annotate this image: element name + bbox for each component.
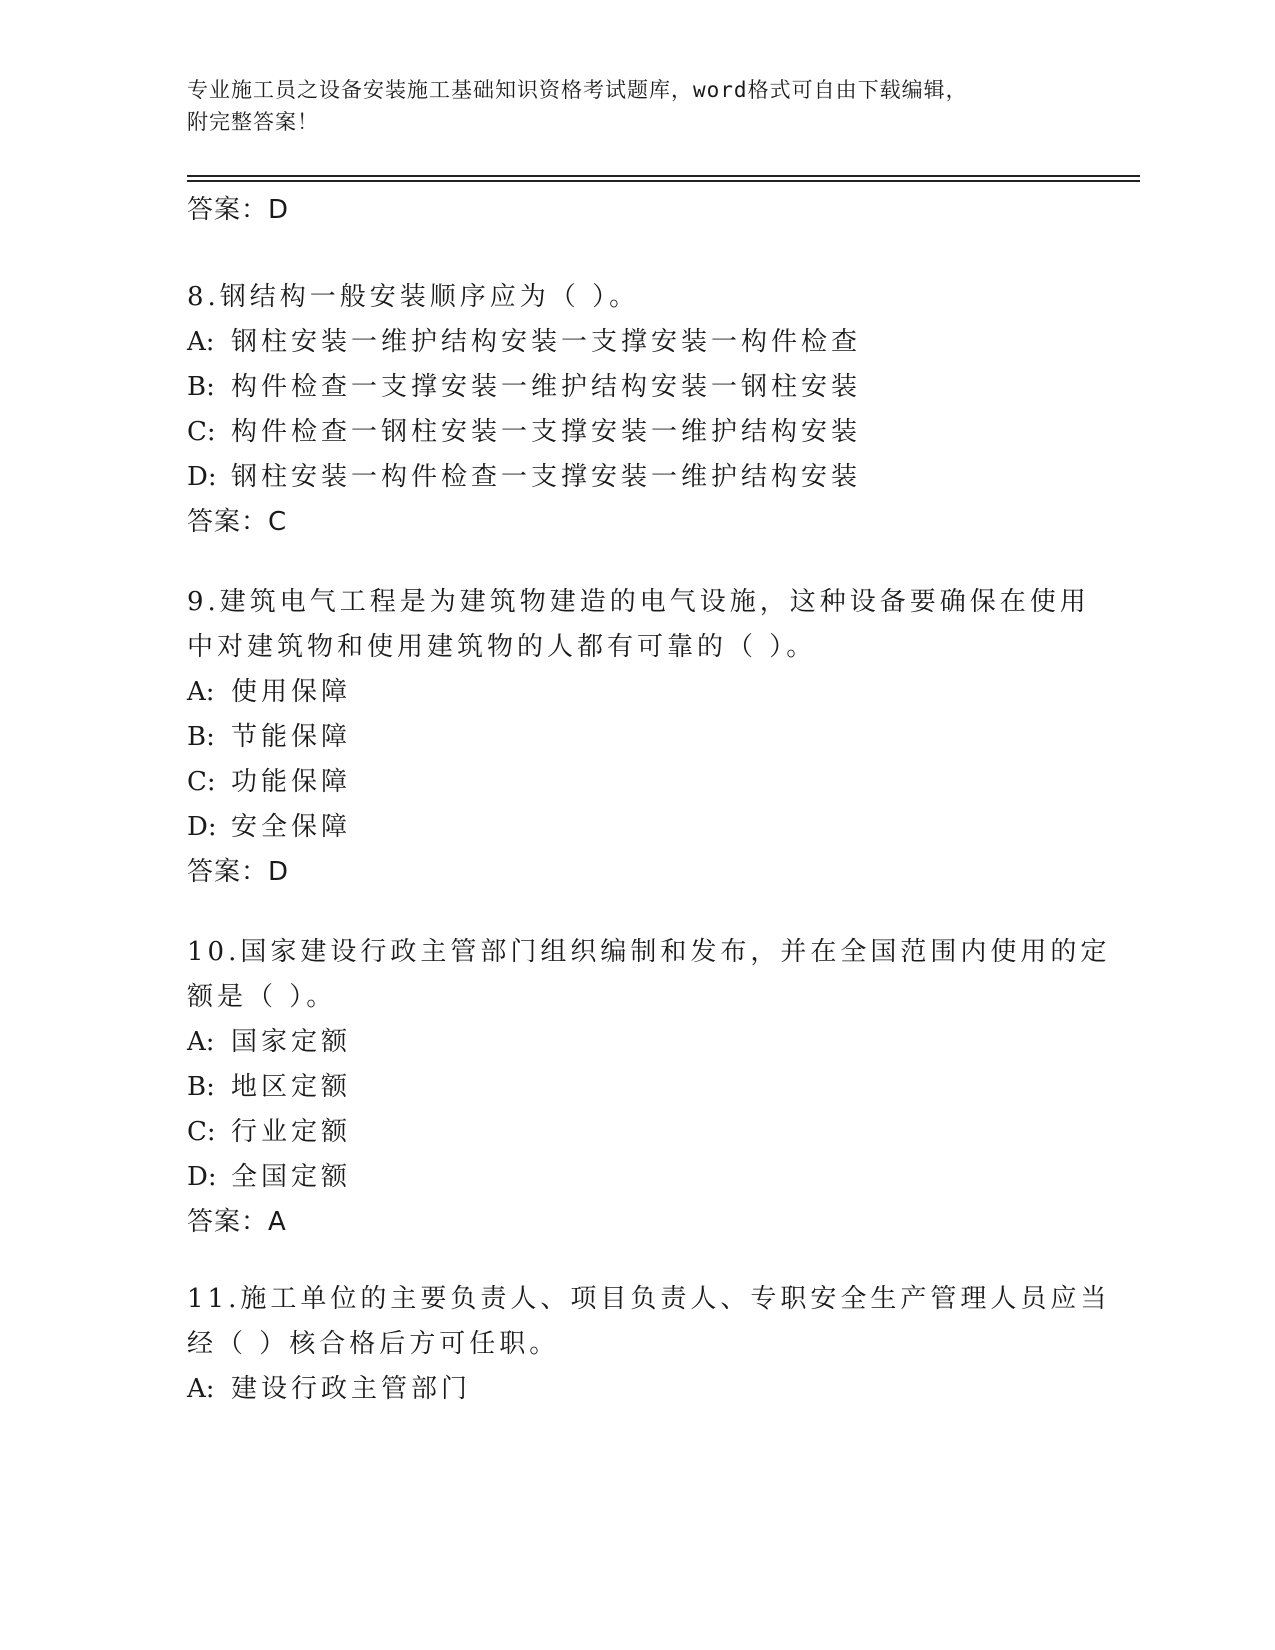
previous-answer-block: [187, 188, 1087, 233]
option-label: C:: [187, 767, 216, 797]
option-label: D:: [187, 812, 217, 842]
option-label: B:: [187, 722, 215, 752]
option-c: [187, 410, 1087, 455]
question-stem-line-2: 中对建筑物和使用建筑物的人都有可靠的（ ）。: [187, 632, 817, 662]
option-text: 安全保障: [231, 812, 352, 842]
option-d: [187, 805, 1087, 850]
option-text: 全国定额: [231, 1162, 352, 1192]
option-label: C:: [187, 417, 216, 447]
option-a: [187, 1020, 1087, 1065]
option-text: 节能保障: [231, 722, 352, 752]
option-text: 构件检查一钢柱安装一支撑安装一维护结构安装: [231, 417, 862, 447]
option-text: 构件检查一支撑安装一维护结构安装一钢柱安装: [231, 372, 862, 402]
option-a: [187, 320, 1087, 365]
header-title-line-2: 附完整答案！: [187, 110, 319, 134]
question-stem-line-1: 10.国家建设行政主管部门组织编制和发布，并在全国范围内使用的定: [187, 937, 1111, 967]
option-text: 行业定额: [231, 1117, 352, 1147]
option-label: A:: [187, 1027, 215, 1057]
question-stem-line-1: 11.施工单位的主要负责人、项目负责人、专职安全生产管理人员应当: [187, 1284, 1111, 1314]
option-d: [187, 455, 1087, 500]
option-text: 国家定额: [231, 1027, 352, 1057]
question-stem-line-1: 9.建筑电气工程是为建筑物建造的电气设施，这种设备要确保在使用: [187, 587, 1090, 617]
option-label: C:: [187, 1117, 216, 1147]
option-d: [187, 1155, 1087, 1200]
header-divider-top: [187, 175, 1140, 177]
header-title-line-1: 专业施工员之设备安装施工基础知识资格考试题库，word格式可自由下载编辑，: [187, 78, 968, 102]
option-label: D:: [187, 462, 217, 492]
option-text: 地区定额: [231, 1072, 352, 1102]
option-text: 钢柱安装一维护结构安装一支撑安装一构件检查: [231, 327, 862, 357]
question-11: [187, 1277, 1111, 1412]
question-stem-line-2: 经（ ）核合格后方可任职。: [187, 1329, 560, 1359]
option-text: 建设行政主管部门: [231, 1374, 472, 1404]
answer-line: 答案：C: [187, 507, 288, 537]
option-b: [187, 365, 1087, 410]
option-label: A:: [187, 677, 215, 707]
option-label: D:: [187, 1162, 217, 1192]
question-stem-line-2: 额是（ ）。: [187, 982, 337, 1012]
answer-line: 答案：D: [187, 195, 290, 225]
question-stem: 8.钢结构一般安装顺序应为（ ）。: [187, 282, 640, 312]
option-b: [187, 715, 1087, 760]
option-c: [187, 1110, 1087, 1155]
option-label: A:: [187, 1374, 215, 1404]
option-c: [187, 760, 1087, 805]
answer-line: 答案：A: [187, 1207, 287, 1237]
header-divider-bottom: [187, 180, 1140, 182]
option-label: A:: [187, 327, 215, 357]
question-8: [187, 275, 1087, 545]
question-9: [187, 580, 1090, 895]
question-10: [187, 930, 1111, 1245]
option-text: 钢柱安装一构件检查一支撑安装一维护结构安装: [231, 462, 862, 492]
option-a: [187, 670, 1087, 715]
option-text: 使用保障: [231, 677, 352, 707]
answer-line: 答案：D: [187, 857, 290, 887]
option-label: B:: [187, 1072, 215, 1102]
option-text: 功能保障: [231, 767, 352, 797]
option-b: [187, 1065, 1087, 1110]
option-label: B:: [187, 372, 215, 402]
option-a: [187, 1367, 1087, 1412]
